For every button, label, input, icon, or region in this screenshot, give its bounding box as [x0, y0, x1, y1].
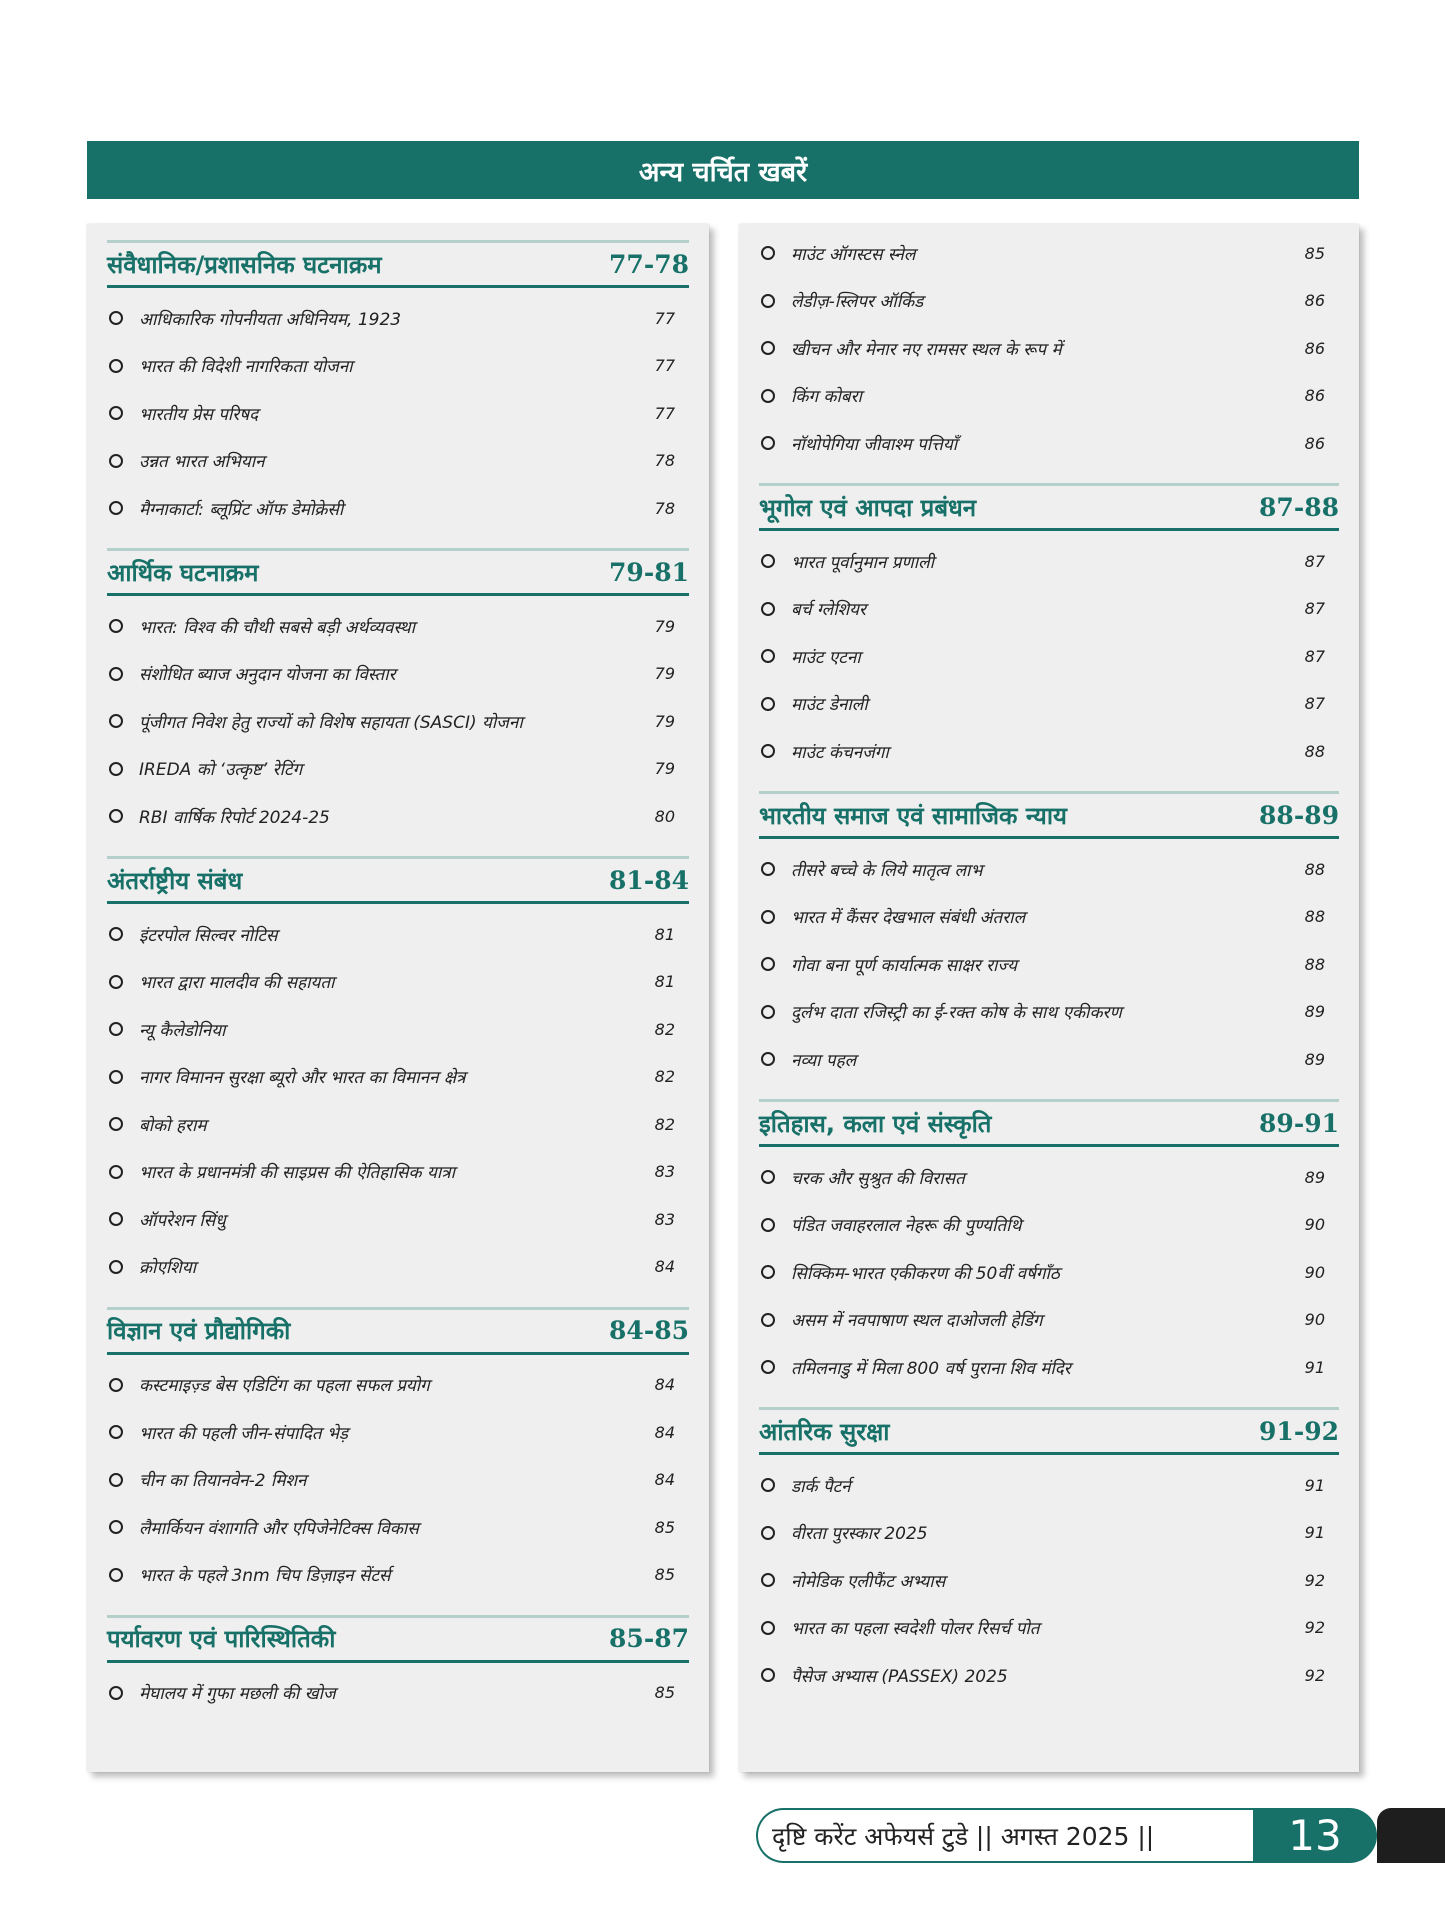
- section-page-range: 89-91: [1259, 1108, 1339, 1138]
- section-title: भूगोल एवं आपदा प्रबंधन: [759, 493, 977, 522]
- toc-entry-title: भारत की विदेशी नागरिकता योजना: [139, 357, 353, 377]
- toc-entry-page: 86: [1304, 338, 1325, 358]
- toc-entry-title: खीचन और मेनार नए रामसर स्थल के रूप में: [791, 339, 1062, 360]
- toc-entry-title: डार्क पैटर्न: [791, 1476, 851, 1497]
- toc-entry-title: नोमेडिक एलीफैंट अभ्यास: [791, 1571, 946, 1592]
- circle-bullet-icon: [761, 910, 775, 924]
- toc-entry: [107, 706, 675, 736]
- toc-entry-page: 79: [654, 711, 675, 731]
- circle-bullet-icon: [109, 927, 123, 941]
- section-title: भारतीय समाज एवं सामाजिक न्याय: [759, 801, 1067, 830]
- toc-entry-title: सिक्किम-भारत एकीकरण की 50वीं वर्षगाँठ: [791, 1263, 1060, 1284]
- circle-bullet-icon: [109, 1473, 123, 1487]
- toc-entry-page: 81: [654, 972, 675, 991]
- toc-entry: [759, 902, 1325, 932]
- toc-entry-title: RBI वार्षिक रिपोर्ट 2024-25: [139, 807, 330, 828]
- circle-bullet-icon: [109, 501, 123, 515]
- toc-entry: [759, 736, 1325, 766]
- circle-bullet-icon: [109, 454, 123, 468]
- circle-bullet-icon: [109, 667, 123, 681]
- circle-bullet-icon: [109, 762, 123, 776]
- toc-entry-page: 90: [1304, 1310, 1325, 1329]
- toc-entry-page: 84: [654, 1257, 675, 1276]
- toc-entry-page: 83: [654, 1209, 675, 1229]
- toc-entry-title: गोवा बना पूर्ण कार्यात्मक साक्षर राज्य: [791, 955, 1018, 976]
- toc-entry: [759, 997, 1325, 1027]
- toc-entry-page: 82: [654, 1114, 675, 1134]
- right-column-panel: [739, 224, 1359, 1772]
- section-heading: [759, 1407, 1339, 1455]
- section-title: विज्ञान एवं प्रौद्योगिकी: [107, 1317, 291, 1345]
- section-title: इतिहास, कला एवं संस्कृति: [759, 1109, 992, 1138]
- toc-entry-page: 79: [654, 616, 675, 636]
- section-page-range: 88-89: [1259, 800, 1339, 830]
- toc-entry-title: उन्नत भारत अभियान: [139, 452, 265, 472]
- circle-bullet-icon: [761, 1526, 775, 1540]
- toc-entry: [759, 238, 1325, 268]
- toc-entry-title: नॉथोपेगिया जीवाश्म पत्तियाँ: [791, 434, 958, 455]
- toc-entry: [107, 446, 675, 476]
- section-title: अंतर्राष्ट्रीय संबंध: [107, 866, 243, 895]
- circle-bullet-icon: [109, 1568, 123, 1582]
- toc-entry-title: लेडीज़-स्लिपर ऑर्किड: [791, 292, 924, 312]
- circle-bullet-icon: [761, 389, 775, 403]
- circle-bullet-icon: [109, 619, 123, 633]
- toc-entry: [107, 1157, 675, 1187]
- toc-entry-title: इंटरपोल सिल्वर नोटिस: [139, 925, 278, 946]
- toc-entry-title: चीन का तियानवेन-2 मिशन: [139, 1471, 307, 1491]
- toc-entry-page: 85: [654, 1517, 675, 1537]
- toc-entry-page: 84: [654, 1470, 675, 1489]
- toc-entry-page: 84: [654, 1422, 675, 1442]
- toc-entry-title: असम में नवपाषाण स्थल दाओजली हेडिंग: [791, 1311, 1043, 1331]
- toc-entry-title: माउंट कंचनजंगा: [791, 742, 889, 763]
- toc-entry-page: 91: [1304, 1523, 1325, 1542]
- toc-entry: [107, 1465, 675, 1495]
- page-number: 13: [1253, 1808, 1377, 1863]
- toc-entry: [759, 1162, 1325, 1192]
- toc-entry: [107, 919, 675, 949]
- toc-entry: [107, 1252, 675, 1282]
- page-footer: [756, 1808, 1445, 1863]
- toc-entry-page: 90: [1304, 1262, 1325, 1282]
- toc-entry: [107, 1204, 675, 1234]
- toc-entry-page: 89: [1304, 1049, 1325, 1069]
- toc-entry: [107, 1370, 675, 1400]
- toc-entry-title: भारत द्वारा मालदीव की सहायता: [139, 973, 335, 993]
- section-heading: [107, 856, 689, 904]
- toc-entry-page: 81: [654, 924, 675, 944]
- toc-entry: [759, 381, 1325, 411]
- circle-bullet-icon: [761, 246, 775, 260]
- circle-bullet-icon: [109, 1117, 123, 1131]
- toc-entry: [759, 1305, 1325, 1335]
- toc-entry-page: 87: [1304, 599, 1325, 618]
- toc-entry-page: 82: [654, 1019, 675, 1039]
- toc-entry-page: 89: [1304, 1167, 1325, 1187]
- toc-entry-page: 85: [654, 1683, 675, 1702]
- toc-entry-page: 79: [654, 664, 675, 683]
- toc-entry-page: 80: [654, 806, 675, 826]
- section-page-range: 77-78: [609, 249, 689, 279]
- section-page-range: 85-87: [609, 1624, 689, 1653]
- circle-bullet-icon: [109, 1022, 123, 1036]
- section-page-range: 79-81: [609, 557, 689, 587]
- left-column-panel: [87, 224, 709, 1772]
- section-title: संवैधानिक/प्रशासनिक घटनाक्रम: [107, 250, 382, 279]
- toc-entry-title: चरक और सुश्रुत की विरासत: [791, 1168, 965, 1189]
- toc-entry: [759, 1210, 1325, 1240]
- toc-entry-page: 77: [654, 403, 675, 423]
- section-title: पर्यावरण एवं पारिस्थितिकी: [107, 1625, 336, 1653]
- circle-bullet-icon: [761, 1478, 775, 1492]
- toc-entry: [759, 1660, 1325, 1690]
- toc-entry-title: ऑपरेशन सिंधु: [139, 1210, 226, 1231]
- toc-entry: [759, 1470, 1325, 1500]
- section-page-range: 87-88: [1259, 492, 1339, 522]
- toc-entry-title: संशोधित ब्याज अनुदान योजना का विस्तार: [139, 665, 396, 685]
- toc-entry: [107, 1062, 675, 1092]
- toc-entry: [107, 398, 675, 428]
- circle-bullet-icon: [109, 1260, 123, 1274]
- toc-entry-page: 92: [1304, 1665, 1325, 1685]
- toc-entry-title: पंडित जवाहरलाल नेहरू की पुण्यतिथि: [791, 1216, 1022, 1236]
- section-heading: [107, 1307, 689, 1355]
- circle-bullet-icon: [761, 1573, 775, 1587]
- section-title: आंतरिक सुरक्षा: [759, 1417, 890, 1446]
- toc-entry-title: कस्टमाइज़्ड बेस एडिटिंग का पहला सफल प्रयोग: [139, 1376, 430, 1396]
- toc-entry-title: माउंट ऑगस्टस स्नेल: [791, 244, 916, 265]
- circle-bullet-icon: [761, 436, 775, 450]
- toc-entry-title: वीरता पुरस्कार 2025: [791, 1524, 928, 1544]
- toc-entry-page: 85: [1304, 243, 1325, 263]
- toc-entry-page: 86: [1304, 386, 1325, 405]
- circle-bullet-icon: [109, 1165, 123, 1179]
- toc-entry-title: क्रोएशिया: [139, 1258, 197, 1278]
- toc-entry: [759, 949, 1325, 979]
- section-page-range: 84-85: [609, 1316, 689, 1345]
- toc-entry: [759, 333, 1325, 363]
- circle-bullet-icon: [109, 1378, 123, 1392]
- toc-entry: [107, 1014, 675, 1044]
- circle-bullet-icon: [761, 649, 775, 663]
- toc-entry-page: 87: [1304, 694, 1325, 713]
- circle-bullet-icon: [761, 1005, 775, 1019]
- circle-bullet-icon: [109, 714, 123, 728]
- toc-entry-page: 87: [1304, 646, 1325, 666]
- circle-bullet-icon: [761, 1218, 775, 1232]
- toc-entry-title: पैसेज अभ्यास (PASSEX) 2025: [791, 1666, 1008, 1687]
- toc-entry-page: 78: [654, 451, 675, 470]
- section-heading: [107, 240, 689, 288]
- circle-bullet-icon: [109, 1425, 123, 1439]
- toc-entry: [759, 1044, 1325, 1074]
- toc-entry: [759, 641, 1325, 671]
- circle-bullet-icon: [761, 1668, 775, 1682]
- circle-bullet-icon: [761, 1052, 775, 1066]
- circle-bullet-icon: [109, 359, 123, 373]
- circle-bullet-icon: [109, 406, 123, 420]
- toc-entry: [759, 594, 1325, 624]
- circle-bullet-icon: [109, 1520, 123, 1534]
- toc-entry-title: दुर्लभ दाता रजिस्ट्री का ई-रक्त कोष के साथ एकीकरण: [791, 1003, 1122, 1023]
- toc-entry: [759, 1257, 1325, 1287]
- toc-entry-title: न्यू कैलेडोनिया: [139, 1020, 226, 1041]
- toc-entry: [759, 1518, 1325, 1548]
- circle-bullet-icon: [761, 554, 775, 568]
- toc-entry: [107, 659, 675, 689]
- toc-entry-title: भारत के प्रधानमंत्री की साइप्रस की ऐतिहासिक यात्रा: [139, 1163, 456, 1183]
- toc-entry-page: 88: [1304, 907, 1325, 926]
- toc-entry-page: 91: [1304, 1357, 1325, 1377]
- toc-entry-page: 84: [654, 1375, 675, 1394]
- toc-entry: [759, 546, 1325, 576]
- toc-entry: [107, 303, 675, 333]
- toc-entry-page: 92: [1304, 1570, 1325, 1590]
- section-heading: [759, 483, 1339, 531]
- toc-entry-page: 86: [1304, 433, 1325, 453]
- toc-entry-title: पूंजीगत निवेश हेतु राज्यों को विशेष सहायता (SASCI) योजना: [139, 712, 523, 733]
- circle-bullet-icon: [761, 341, 775, 355]
- circle-bullet-icon: [761, 1170, 775, 1184]
- toc-entry: [107, 1109, 675, 1139]
- page-banner-title: अन्य चर्चित खबरें: [87, 141, 1359, 199]
- section-heading: [759, 1099, 1339, 1147]
- toc-entry-title: तमिलनाडु में मिला 800 वर्ष पुराना शिव मंदिर: [791, 1358, 1071, 1379]
- toc-entry: [107, 801, 675, 831]
- toc-entry-page: 88: [1304, 741, 1325, 761]
- toc-entry-page: 92: [1304, 1618, 1325, 1637]
- toc-entry: [759, 854, 1325, 884]
- toc-entry-page: 77: [654, 356, 675, 375]
- toc-entry-title: भारत का पहला स्वदेशी पोलर रिसर्च पोत: [791, 1619, 1040, 1639]
- circle-bullet-icon: [761, 862, 775, 876]
- circle-bullet-icon: [761, 697, 775, 711]
- section-heading: [107, 1615, 689, 1663]
- toc-entry-title: IREDA को ‘उत्कृष्ट’ रेटिंग: [139, 760, 303, 780]
- toc-entry: [107, 493, 675, 523]
- toc-entry-title: भारत की पहली जीन-संपादित भेड़: [139, 1423, 348, 1444]
- toc-entry-page: 91: [1304, 1475, 1325, 1495]
- toc-entry-title: भारतीय प्रेस परिषद: [139, 404, 259, 425]
- toc-entry-page: 89: [1304, 1002, 1325, 1021]
- toc-entry: [759, 1565, 1325, 1595]
- toc-entry: [759, 1352, 1325, 1382]
- toc-entry-page: 90: [1304, 1215, 1325, 1234]
- toc-entry-title: नागर विमानन सुरक्षा ब्यूरो और भारत का विमानन क्षेत्र: [139, 1068, 466, 1088]
- toc-entry-page: 78: [654, 498, 675, 518]
- circle-bullet-icon: [109, 311, 123, 325]
- circle-bullet-icon: [761, 602, 775, 616]
- toc-entry-title: तीसरे बच्चे के लिये मातृत्व लाभ: [791, 860, 983, 881]
- circle-bullet-icon: [761, 1360, 775, 1374]
- section-page-range: 81-84: [609, 865, 689, 895]
- toc-entry-page: 88: [1304, 859, 1325, 879]
- toc-entry-title: मैग्नाकार्टा: ब्लूप्रिंट ऑफ डेमोक्रेसी: [139, 499, 344, 520]
- toc-entry-page: 82: [654, 1067, 675, 1086]
- toc-entry: [759, 286, 1325, 316]
- toc-entry-title: बर्च ग्लेशियर: [791, 600, 866, 620]
- circle-bullet-icon: [761, 1265, 775, 1279]
- toc-entry-page: 86: [1304, 291, 1325, 310]
- toc-entry-page: 87: [1304, 551, 1325, 571]
- toc-entry: [107, 1512, 675, 1542]
- circle-bullet-icon: [761, 744, 775, 758]
- circle-bullet-icon: [109, 1686, 123, 1700]
- toc-entry-page: 77: [654, 308, 675, 328]
- circle-bullet-icon: [761, 1313, 775, 1327]
- circle-bullet-icon: [761, 1621, 775, 1635]
- circle-bullet-icon: [109, 809, 123, 823]
- circle-bullet-icon: [109, 1070, 123, 1084]
- circle-bullet-icon: [761, 294, 775, 308]
- toc-entry-title: लैमार्कियन वंशागति और एपिजेनेटिक्स विकास: [139, 1518, 419, 1539]
- toc-entry-title: माउंट डेनाली: [791, 695, 868, 715]
- toc-entry-title: बोको हराम: [139, 1115, 207, 1136]
- toc-entry: [107, 1560, 675, 1590]
- toc-entry-title: किंग कोबरा: [791, 387, 862, 407]
- toc-entry: [107, 351, 675, 381]
- section-page-range: 91-92: [1259, 1416, 1339, 1446]
- toc-entry-title: भारत: विश्व की चौथी सबसे बड़ी अर्थव्यवस्था: [139, 617, 416, 638]
- toc-entry: [759, 1613, 1325, 1643]
- section-heading: [107, 548, 689, 596]
- toc-entry-title: भारत में कैंसर देखभाल संबंधी अंतराल: [791, 908, 1026, 928]
- toc-entry: [107, 1417, 675, 1447]
- toc-entry-title: आधिकारिक गोपनीयता अधिनियम, 1923: [139, 309, 402, 330]
- toc-entry: [759, 689, 1325, 719]
- toc-entry-title: माउंट एटना: [791, 647, 861, 668]
- footer-tab-decoration: [1377, 1808, 1445, 1863]
- toc-entry-page: 79: [654, 759, 675, 778]
- circle-bullet-icon: [109, 1212, 123, 1226]
- section-heading: [759, 791, 1339, 839]
- section-title: आर्थिक घटनाक्रम: [107, 558, 259, 587]
- toc-entry-page: 85: [654, 1565, 675, 1584]
- toc-entry-page: 83: [654, 1162, 675, 1181]
- toc-entry: [759, 428, 1325, 458]
- toc-entry: [107, 1678, 675, 1708]
- toc-entry: [107, 754, 675, 784]
- toc-entry-title: मेघालय में गुफा मछली की खोज: [139, 1684, 336, 1704]
- circle-bullet-icon: [109, 975, 123, 989]
- toc-entry: [107, 967, 675, 997]
- toc-entry: [107, 611, 675, 641]
- toc-entry-title: भारत पूर्वानुमान प्रणाली: [791, 552, 935, 573]
- toc-entry-title: भारत के पहले 3nm चिप डिज़ाइन सेंटर्स: [139, 1566, 391, 1586]
- magazine-title: दृष्टि करेंट अफेयर्स टुडे || अगस्त 2025 ||: [756, 1808, 1253, 1863]
- circle-bullet-icon: [761, 957, 775, 971]
- toc-entry-title: नव्या पहल: [791, 1050, 857, 1071]
- toc-entry-page: 88: [1304, 954, 1325, 974]
